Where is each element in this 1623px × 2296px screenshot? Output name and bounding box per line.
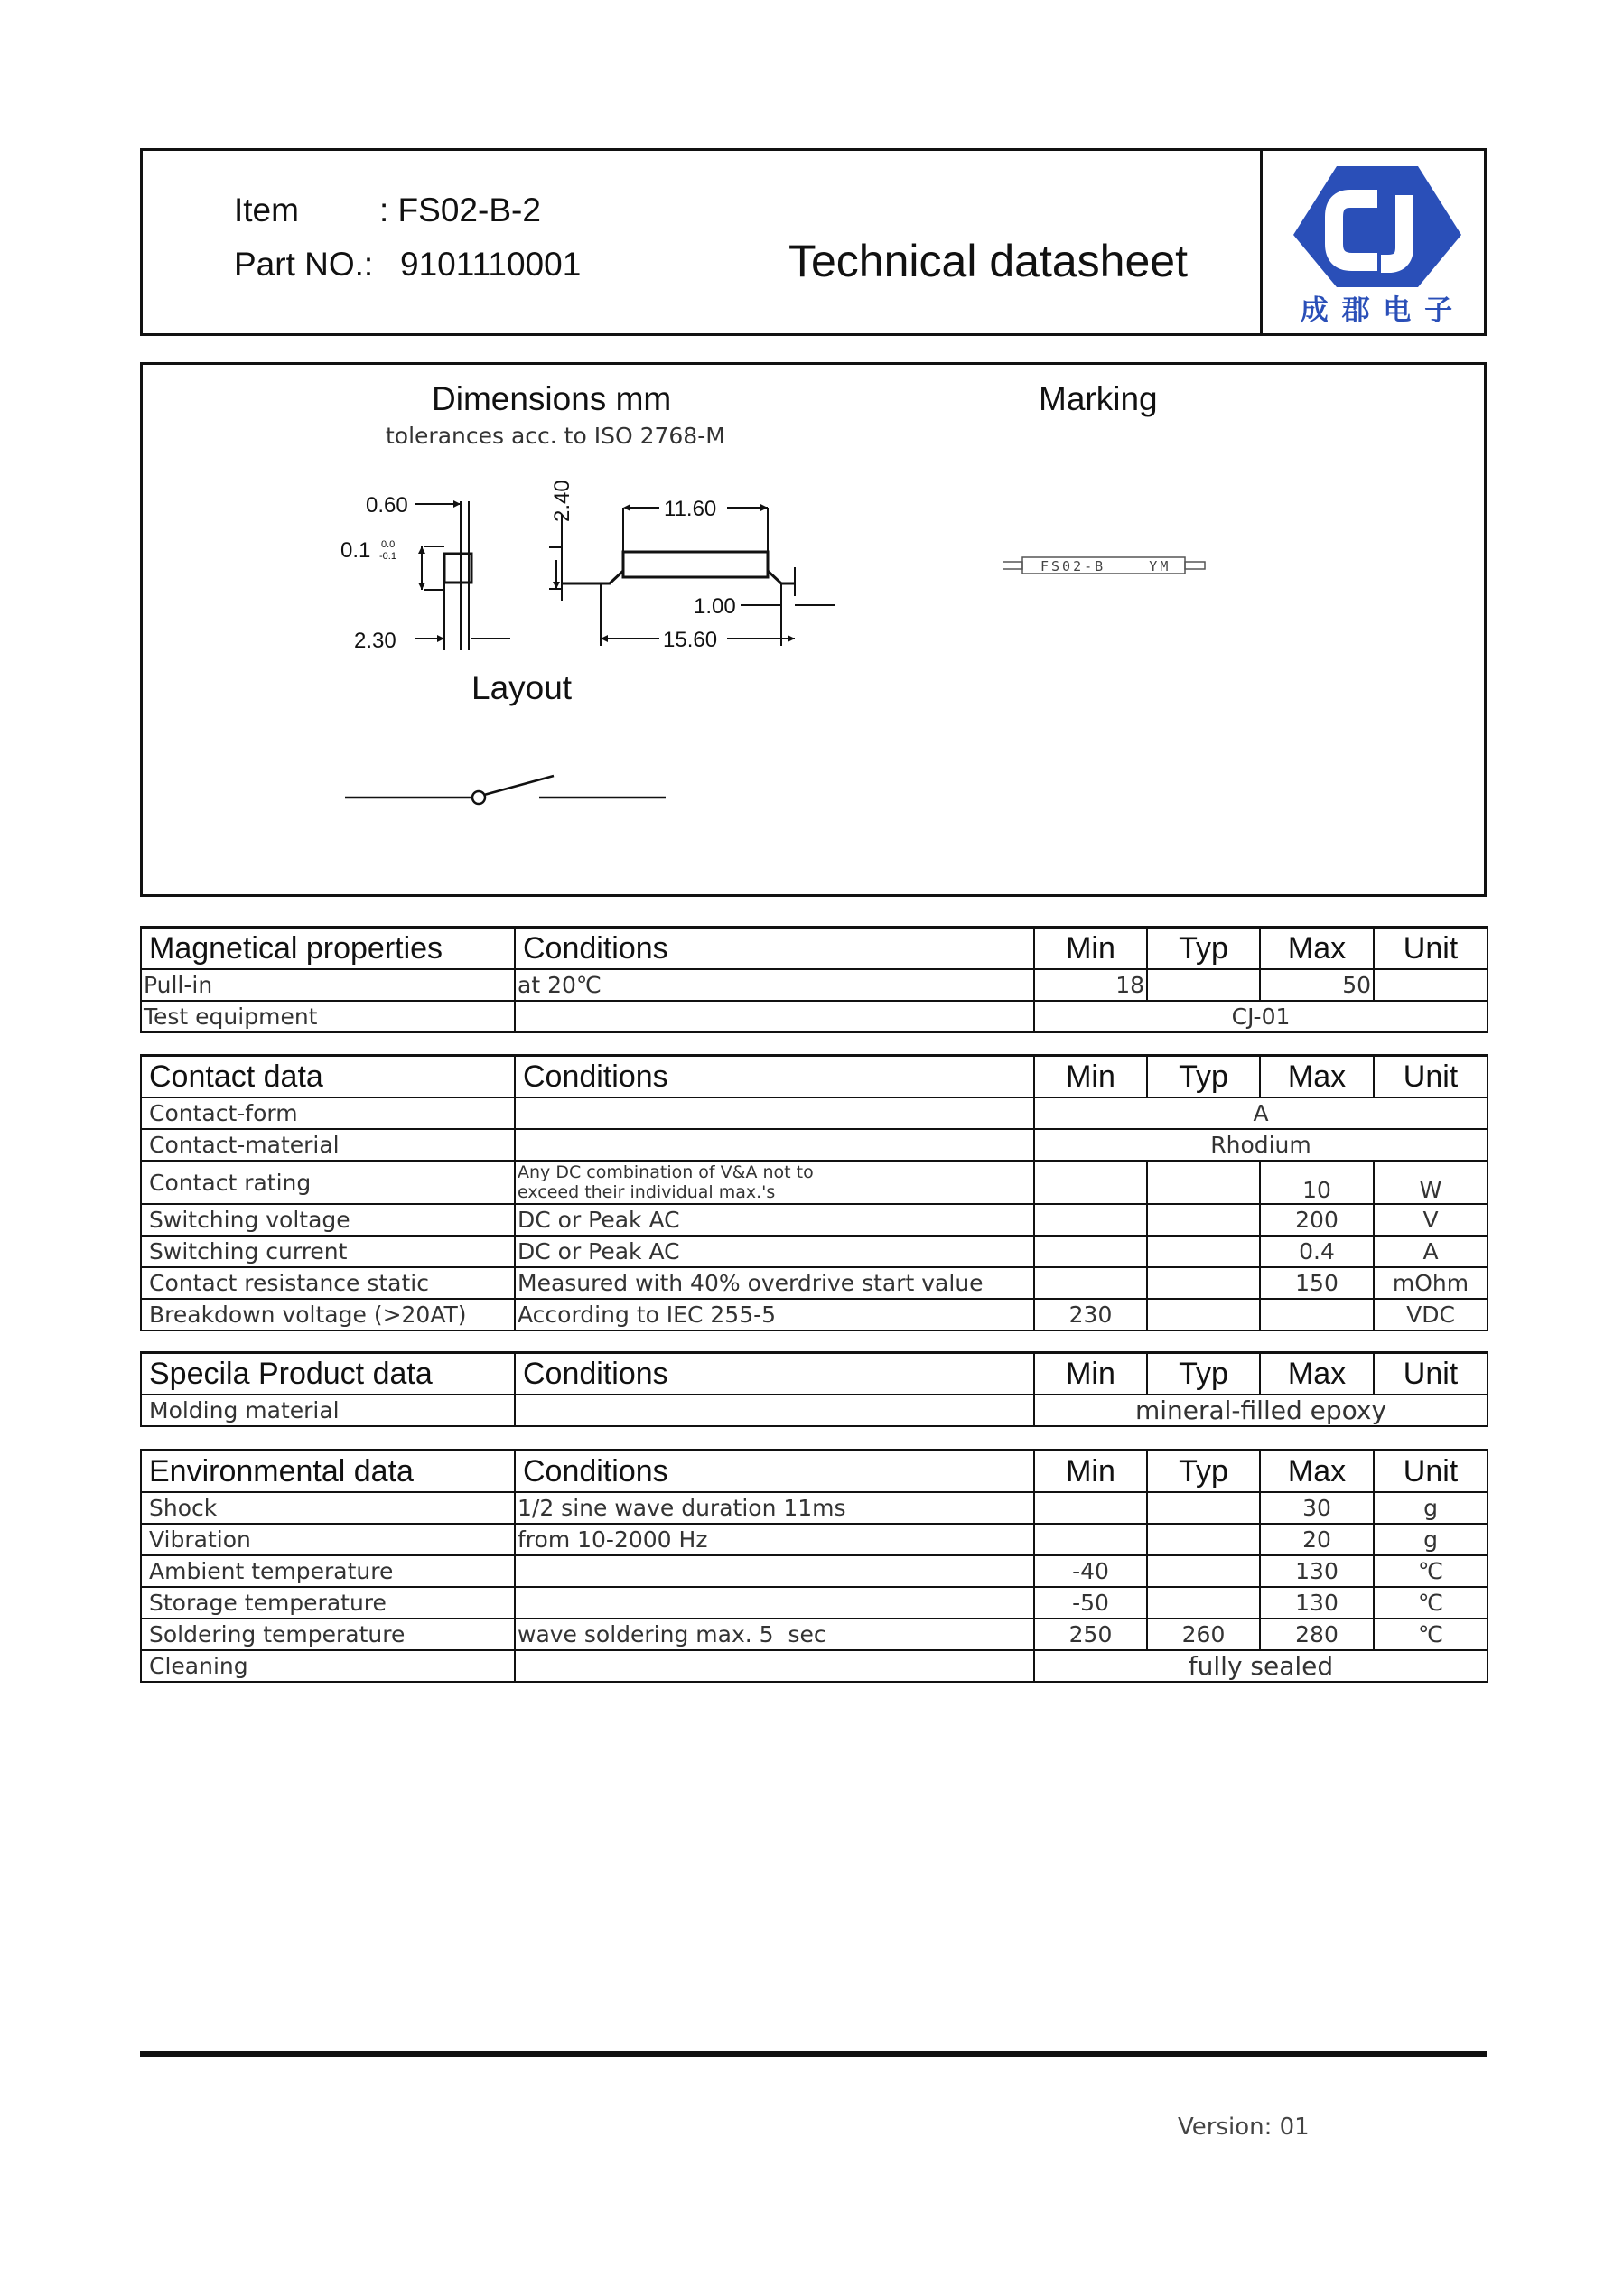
magnetic-header-typ: Typ [1147, 928, 1260, 970]
row-name: Contact-form [141, 1097, 515, 1129]
row-typ [1147, 1236, 1260, 1267]
contact-header-name: Contact data [141, 1056, 515, 1098]
row-typ [1147, 1204, 1260, 1236]
magnetic-table [140, 926, 1488, 1033]
row-name: Switching voltage [141, 1204, 515, 1236]
dim-01-lower: -0.1 [379, 551, 396, 562]
special-header-name: Specila Product data [141, 1353, 515, 1395]
row-conditions: at 20℃ [515, 969, 1034, 1001]
table-row [141, 1555, 1488, 1587]
row-name: Soldering temperature [141, 1619, 515, 1650]
dim-060: 0.60 [366, 493, 408, 518]
row-min [1034, 1204, 1147, 1236]
row-unit: A [1374, 1236, 1488, 1267]
row-conditions-line1: Any DC combination of V&A not to [518, 1162, 814, 1182]
magnetic-header-conditions: Conditions [515, 928, 1034, 970]
row-conditions: DC or Peak AC [515, 1204, 1034, 1236]
environmental-header-typ: Typ [1147, 1451, 1260, 1493]
row-typ [1147, 1555, 1260, 1587]
row-typ [1147, 1524, 1260, 1555]
contact-table [140, 1054, 1488, 1331]
version-label: Version: 01 [1178, 2114, 1310, 2141]
row-max: 130 [1260, 1555, 1374, 1587]
table-row [141, 1619, 1488, 1650]
table-row [141, 1524, 1488, 1555]
row-conditions [515, 1129, 1034, 1161]
row-min: -50 [1034, 1587, 1147, 1619]
row-unit: mOhm [1374, 1267, 1488, 1299]
magnetic-header-max: Max [1260, 928, 1374, 970]
row-unit: ℃ [1374, 1619, 1488, 1650]
environmental-header-max: Max [1260, 1451, 1374, 1493]
row-conditions: 1/2 sine wave duration 11ms [515, 1492, 1034, 1524]
contact-header-min: Min [1034, 1056, 1147, 1098]
row-max: 30 [1260, 1492, 1374, 1524]
row-conditions-line2: exceed their individual max.'s [518, 1182, 776, 1202]
table-row [141, 1097, 1488, 1129]
row-name: Breakdown voltage (>20AT) [141, 1299, 515, 1330]
row-unit: V [1374, 1204, 1488, 1236]
environmental-header-name: Environmental data [141, 1451, 515, 1493]
row-unit: ℃ [1374, 1587, 1488, 1619]
special-table [140, 1351, 1488, 1427]
row-min: 230 [1034, 1299, 1147, 1330]
row-name: Ambient temperature [141, 1555, 515, 1587]
row-max: 130 [1260, 1587, 1374, 1619]
table-row [141, 1204, 1488, 1236]
row-name: Storage temperature [141, 1587, 515, 1619]
dimensions-title: Dimensions mm [432, 380, 672, 417]
row-conditions [515, 1587, 1034, 1619]
row-conditions: Measured with 40% overdrive start value [515, 1267, 1034, 1299]
row-name: Cleaning [141, 1650, 515, 1682]
row-conditions [515, 1001, 1034, 1032]
row-conditions: wave soldering max. 5 sec [515, 1619, 1034, 1650]
table-row [141, 1129, 1488, 1161]
row-max: 150 [1260, 1267, 1374, 1299]
contact-header-unit: Unit [1374, 1056, 1488, 1098]
part-label: Part NO.: [234, 246, 374, 283]
dim-1160: 11.60 [664, 497, 717, 521]
table-row [141, 1587, 1488, 1619]
special-header-max: Max [1260, 1353, 1374, 1395]
row-max: 10 [1260, 1161, 1374, 1204]
row-conditions [515, 1650, 1034, 1682]
table-row [141, 1492, 1488, 1524]
row-max: 280 [1260, 1619, 1374, 1650]
row-conditions [515, 1395, 1034, 1426]
row-conditions [515, 1555, 1034, 1587]
row-span-value: fully sealed [1034, 1650, 1488, 1682]
row-typ [1147, 1161, 1260, 1204]
row-min [1034, 1267, 1147, 1299]
environmental-table [140, 1449, 1488, 1683]
row-max: 0.4 [1260, 1236, 1374, 1267]
row-unit: ℃ [1374, 1555, 1488, 1587]
row-min: 18 [1034, 969, 1147, 1001]
table-row [141, 1267, 1488, 1299]
dim-01: 0.1 [340, 538, 371, 563]
row-unit: W [1374, 1161, 1488, 1204]
row-name: Pull-in [141, 969, 515, 1001]
footer-rule [140, 2051, 1487, 2057]
table-row [141, 969, 1488, 1001]
environmental-header-unit: Unit [1374, 1451, 1488, 1493]
row-unit: g [1374, 1524, 1488, 1555]
row-typ [1147, 969, 1260, 1001]
magnetic-header-name: Magnetical properties [141, 928, 515, 970]
row-conditions: According to IEC 255-5 [515, 1299, 1034, 1330]
layout-switch-symbol [343, 768, 677, 813]
dim-1560: 15.60 [663, 628, 718, 652]
item-label: Item [234, 191, 299, 229]
part-value: 9101110001 [400, 246, 582, 283]
row-unit: VDC [1374, 1299, 1488, 1330]
table-row [141, 1650, 1488, 1682]
row-conditions: from 10-2000 Hz [515, 1524, 1034, 1555]
row-min: 250 [1034, 1619, 1147, 1650]
tolerance-note: tolerances acc. to ISO 2768-M [386, 423, 725, 449]
row-typ [1147, 1267, 1260, 1299]
row-typ [1147, 1299, 1260, 1330]
environmental-header-min: Min [1034, 1451, 1147, 1493]
row-span-value: CJ-01 [1034, 1001, 1488, 1032]
row-name: Vibration [141, 1524, 515, 1555]
layout-title: Layout [471, 669, 573, 706]
row-max: 20 [1260, 1524, 1374, 1555]
dimension-drawing [325, 461, 867, 659]
dim-100: 1.00 [694, 594, 736, 619]
special-header-conditions: Conditions [515, 1353, 1034, 1395]
special-header-unit: Unit [1374, 1353, 1488, 1395]
marking-text: FS02-B YM [1040, 558, 1171, 574]
special-header-min: Min [1034, 1353, 1147, 1395]
row-min: -40 [1034, 1555, 1147, 1587]
marking-drawing [1003, 553, 1210, 580]
row-typ [1147, 1492, 1260, 1524]
row-span-value: Rhodium [1034, 1129, 1488, 1161]
row-name: Contact resistance static [141, 1267, 515, 1299]
row-name: Contact-material [141, 1129, 515, 1161]
row-typ: 260 [1147, 1619, 1260, 1650]
header-divider [1260, 150, 1263, 334]
row-max: 200 [1260, 1204, 1374, 1236]
row-conditions: DC or Peak AC [515, 1236, 1034, 1267]
table-row [141, 1236, 1488, 1267]
contact-header-max: Max [1260, 1056, 1374, 1098]
row-min [1034, 1236, 1147, 1267]
magnetic-header-min: Min [1034, 928, 1147, 970]
marking-title: Marking [1039, 380, 1158, 417]
table-row [141, 1001, 1488, 1032]
row-unit [1374, 969, 1488, 1001]
row-min [1034, 1161, 1147, 1204]
special-header-typ: Typ [1147, 1353, 1260, 1395]
logo-text: 成 郡 电 子 [1300, 294, 1455, 327]
row-span-value: mineral-filled epoxy [1034, 1395, 1488, 1426]
row-min [1034, 1492, 1147, 1524]
magnetic-header-unit: Unit [1374, 928, 1488, 970]
table-row [141, 1395, 1488, 1426]
dim-230: 2.30 [354, 629, 396, 653]
row-name: Molding material [141, 1395, 515, 1426]
item-value: : FS02-B-2 [379, 191, 541, 229]
row-name: Test equipment [141, 1001, 515, 1032]
row-unit: g [1374, 1492, 1488, 1524]
table-row [141, 1161, 1488, 1204]
row-typ [1147, 1587, 1260, 1619]
row-conditions [515, 1161, 1034, 1204]
row-conditions [515, 1097, 1034, 1129]
doc-title: Technical datasheet [788, 236, 1188, 286]
company-logo [1287, 161, 1468, 332]
row-min [1034, 1524, 1147, 1555]
dim-240: 2.40 [550, 480, 574, 522]
row-name: Contact rating [141, 1161, 515, 1204]
dim-01-upper: 0.0 [381, 539, 396, 550]
environmental-header-conditions: Conditions [515, 1451, 1034, 1493]
row-name: Switching current [141, 1236, 515, 1267]
contact-header-conditions: Conditions [515, 1056, 1034, 1098]
row-max: 50 [1260, 969, 1374, 1001]
contact-header-typ: Typ [1147, 1056, 1260, 1098]
table-row [141, 1299, 1488, 1330]
row-span-value: A [1034, 1097, 1488, 1129]
row-max [1260, 1299, 1374, 1330]
row-name: Shock [141, 1492, 515, 1524]
